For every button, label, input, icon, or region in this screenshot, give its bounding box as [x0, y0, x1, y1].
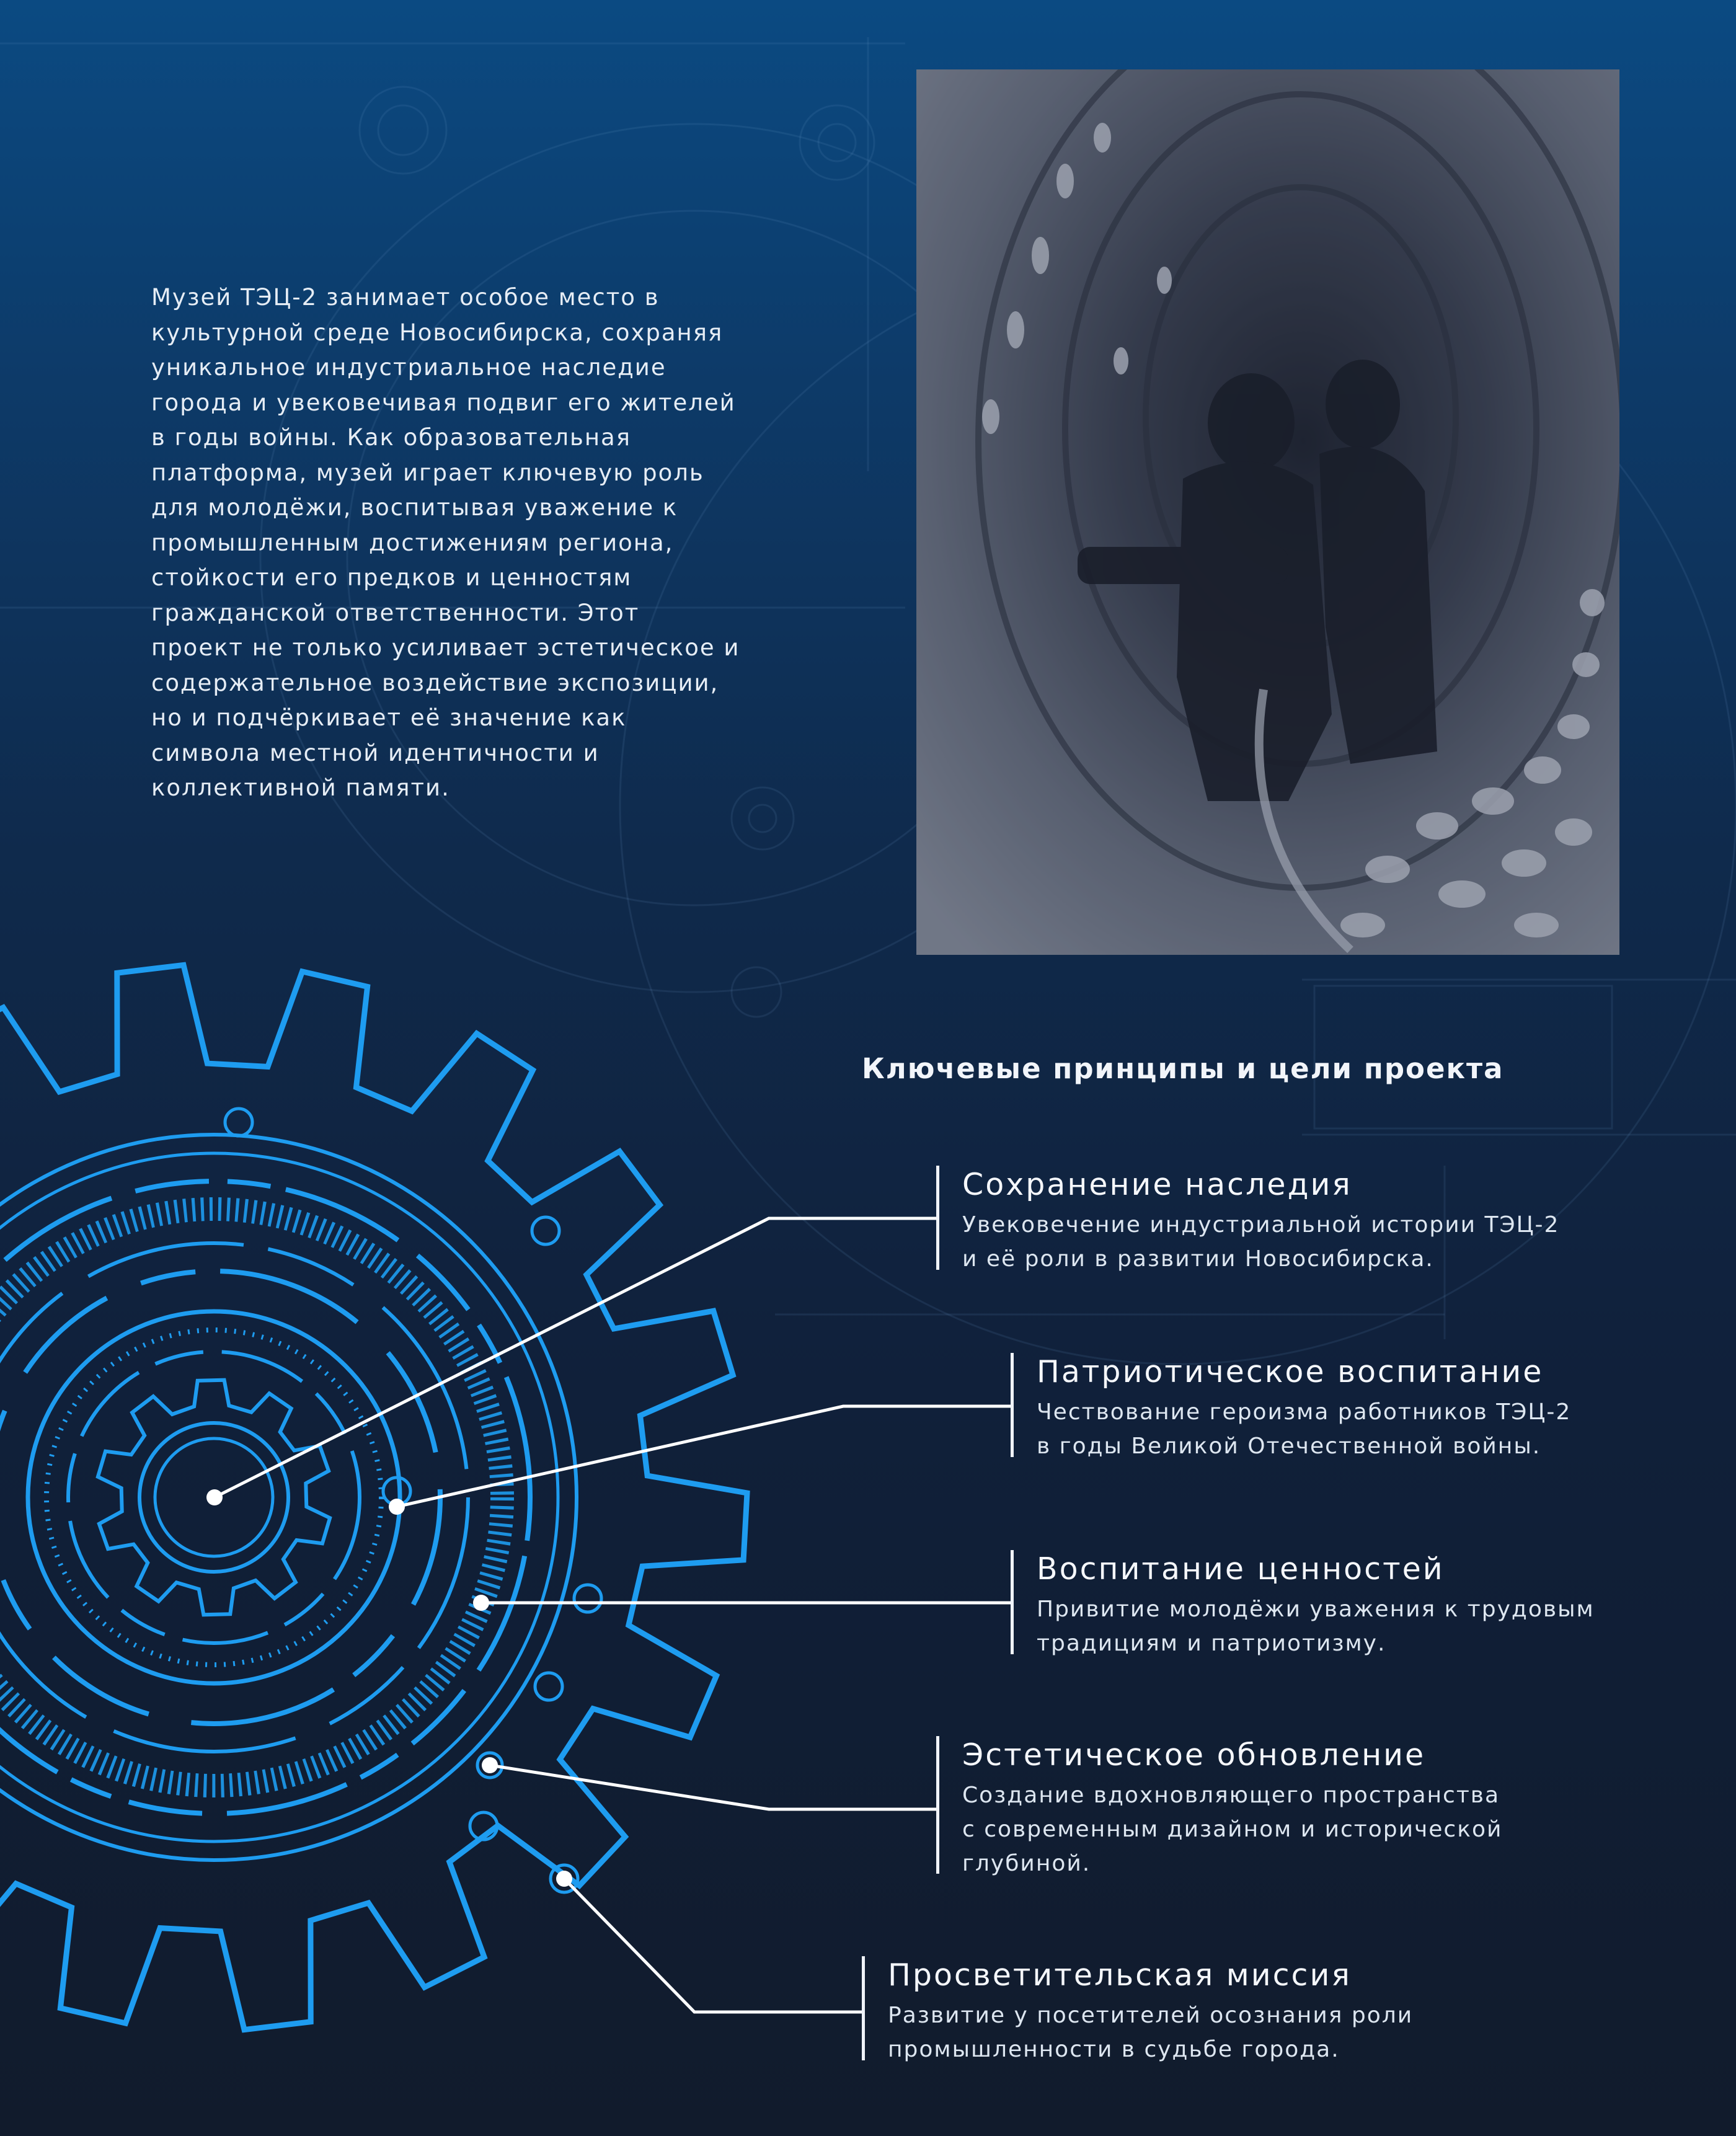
principle-divider — [1011, 1353, 1014, 1457]
principle-divider — [1011, 1550, 1014, 1654]
gear-rings — [0, 1109, 601, 1892]
connector-dots — [206, 1489, 572, 1887]
principle-title: Воспитание ценностей — [1037, 1551, 1445, 1587]
principle-item — [1011, 1353, 1571, 1458]
outer-gear-icon — [0, 965, 747, 2029]
principle-title: Сохранение наследия — [962, 1167, 1352, 1202]
principle-text: Развитие у посетителей осознания роли промышленности в судьбе города. — [888, 2003, 1414, 2062]
principle-text: Чествование героизма работников ТЭЦ-2 в годы Великой Отечественной войны. — [1037, 1399, 1572, 1459]
section-title: Ключевые принципы и цели проекта — [862, 1052, 1504, 1085]
principle-item — [936, 1166, 1559, 1271]
principle-text: Привитие молодёжи уважения к трудовым традициям и патриотизму. — [1037, 1597, 1595, 1656]
principle-text: Увековечение индустриальной истории ТЭЦ-2 и её роли в развитии Новосибирска. — [962, 1212, 1560, 1272]
principle-divider — [862, 1956, 865, 2060]
principle-divider — [936, 1736, 939, 1874]
connector-lines — [215, 1218, 1011, 2012]
principle-title: Просветительская миссия — [888, 1957, 1352, 1993]
principle-title: Эстетическое обновление — [962, 1737, 1426, 1773]
intro-paragraph: Музей ТЭЦ-2 занимает особое место в культурной среде Новосибирска, сохраняя уникальное индустриальное наследие города и увековечивая подвиг его жителей в годы войны. Как образовательная платформа, музей играет ключевую роль для молодёжи, воспитывая уважение к промышленным достижениям региона, стойкости его предков и ценностям гражданской ответственности. Этот проект не только усиливает эстетическое и содержательное воздействие экспозиции, но и подчёркивает её значение как символа местной идентичности и коллективной памяти. — [151, 284, 740, 801]
principle-item — [862, 1956, 1413, 2062]
principle-divider — [936, 1166, 939, 1270]
principle-title: Патриотическое воспитание — [1037, 1354, 1544, 1389]
principle-item — [936, 1736, 1502, 1876]
principle-item — [1011, 1550, 1595, 1655]
principle-text: Создание вдохновляющего пространства с современным дизайном и исторической глубиной. — [962, 1783, 1503, 1876]
